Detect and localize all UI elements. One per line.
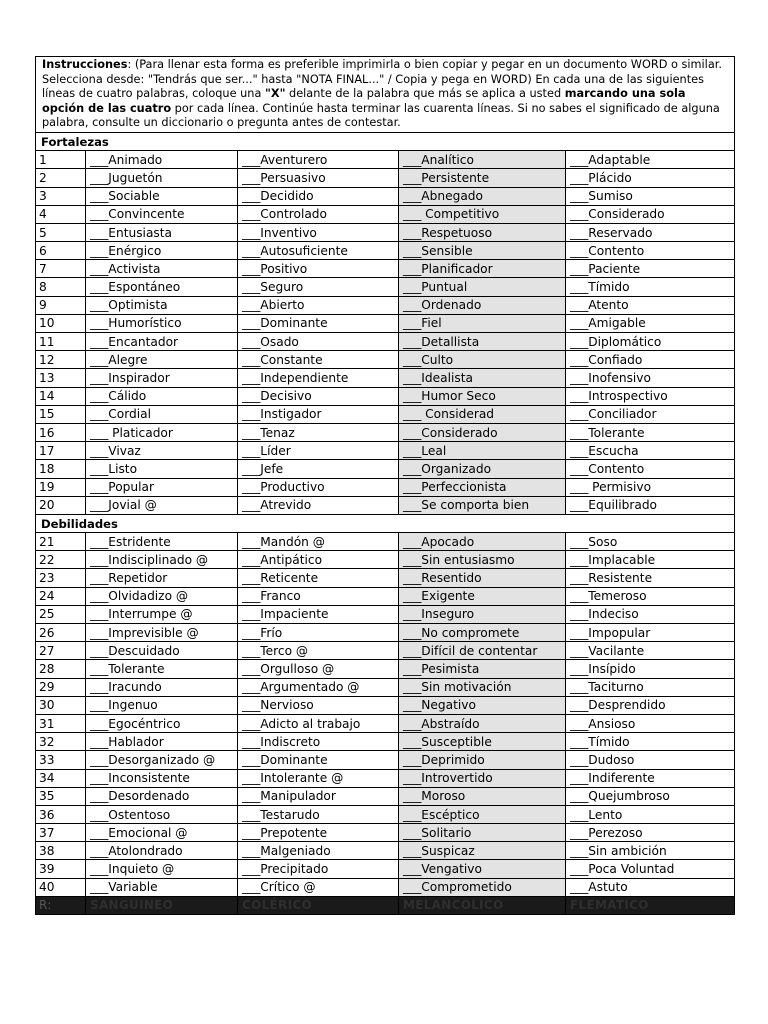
- row-number: 27: [36, 642, 86, 660]
- word-option[interactable]: ___Humor Seco: [399, 387, 566, 405]
- word-option[interactable]: ___Contento: [566, 460, 735, 478]
- word-option[interactable]: ___Dominante: [238, 314, 399, 332]
- word-option[interactable]: ___Exigente: [399, 587, 566, 605]
- word-option[interactable]: ___Estridente: [86, 533, 238, 551]
- table-row: [36, 223, 735, 241]
- table-row: [36, 387, 735, 405]
- row-number: 40: [36, 878, 86, 896]
- word-option[interactable]: ___Dominante: [238, 751, 399, 769]
- word-option[interactable]: ___Tolerante: [566, 423, 735, 441]
- row-number: 30: [36, 696, 86, 714]
- table-row: [36, 242, 735, 260]
- word-option[interactable]: ___Productivo: [238, 478, 399, 496]
- word-option[interactable]: ___Idealista: [399, 369, 566, 387]
- word-option[interactable]: ___Lento: [566, 805, 735, 823]
- word-option[interactable]: ___Paciente: [566, 260, 735, 278]
- table-row: [36, 478, 735, 496]
- table-row: [36, 314, 735, 332]
- word-option[interactable]: ___Líder: [238, 442, 399, 460]
- row-number: 10: [36, 314, 86, 332]
- word-option[interactable]: ___Positivo: [238, 260, 399, 278]
- word-option[interactable]: ___Respetuoso: [399, 223, 566, 241]
- row-number: 2: [36, 169, 86, 187]
- word-option[interactable]: ___Crítico @: [238, 878, 399, 896]
- row-number: 20: [36, 496, 86, 514]
- word-option[interactable]: ___Jovial @: [86, 496, 238, 514]
- word-option[interactable]: ___Indiferente: [566, 769, 735, 787]
- word-option[interactable]: ___Optimista: [86, 296, 238, 314]
- table-row: [36, 333, 735, 351]
- word-option[interactable]: ___Humorístico: [86, 314, 238, 332]
- row-number: 28: [36, 660, 86, 678]
- word-option[interactable]: ___Detallista: [399, 333, 566, 351]
- word-option[interactable]: ___Juguetón: [86, 169, 238, 187]
- word-option[interactable]: ___Abstraído: [399, 714, 566, 732]
- word-option[interactable]: ___Independiente: [238, 369, 399, 387]
- word-option[interactable]: ___Desordenado: [86, 787, 238, 805]
- word-option[interactable]: ___Inofensivo: [566, 369, 735, 387]
- word-option[interactable]: ___Sumiso: [566, 187, 735, 205]
- questionnaire-sheet: [35, 56, 734, 915]
- instructions-mark: "X": [264, 87, 286, 101]
- word-option[interactable]: ___Temeroso: [566, 587, 735, 605]
- table-row: [36, 878, 735, 896]
- table-row: [36, 733, 735, 751]
- table-row: [36, 642, 735, 660]
- word-option[interactable]: ___Instigador: [238, 405, 399, 423]
- row-number: 36: [36, 805, 86, 823]
- word-option[interactable]: ___Popular: [86, 478, 238, 496]
- word-option[interactable]: ___Osado: [238, 333, 399, 351]
- word-option[interactable]: ___Ostentoso: [86, 805, 238, 823]
- word-option[interactable]: ___Conciliador: [566, 405, 735, 423]
- word-option[interactable]: ___Vivaz: [86, 442, 238, 460]
- word-option[interactable]: ___Entusiasta: [86, 223, 238, 241]
- row-number: 29: [36, 678, 86, 696]
- word-option[interactable]: ___Impopular: [566, 624, 735, 642]
- word-option[interactable]: ___Taciturno: [566, 678, 735, 696]
- word-option[interactable]: ___Contento: [566, 242, 735, 260]
- row-number: 15: [36, 405, 86, 423]
- word-option[interactable]: ___Espontáneo: [86, 278, 238, 296]
- temperament-table: [35, 56, 735, 915]
- row-number: 4: [36, 205, 86, 223]
- word-option[interactable]: ___Manipulador: [238, 787, 399, 805]
- word-option[interactable]: ___Quejumbroso: [566, 787, 735, 805]
- instructions-label: Instrucciones: [42, 58, 128, 71]
- table-row: [36, 442, 735, 460]
- section-title: Debilidades: [36, 514, 735, 532]
- word-option[interactable]: ___No compromete: [399, 624, 566, 642]
- word-option[interactable]: ___Reservado: [566, 223, 735, 241]
- word-option[interactable]: ___Inventivo: [238, 223, 399, 241]
- word-option[interactable]: ___Tolerante: [86, 660, 238, 678]
- row-number: 19: [36, 478, 86, 496]
- row-number: 12: [36, 351, 86, 369]
- word-option[interactable]: ___Aventurero: [238, 151, 399, 169]
- word-option[interactable]: ___Inseguro: [399, 605, 566, 623]
- word-option[interactable]: ___Adaptable: [566, 151, 735, 169]
- word-option[interactable]: ___Interrumpe @: [86, 605, 238, 623]
- row-number: 37: [36, 824, 86, 842]
- table-row: [36, 805, 735, 823]
- word-option[interactable]: ___Hablador: [86, 733, 238, 751]
- row-number: 31: [36, 714, 86, 732]
- word-option[interactable]: ___Inquieto @: [86, 860, 238, 878]
- row-number: 34: [36, 769, 86, 787]
- word-option[interactable]: ___Decidido: [238, 187, 399, 205]
- table-row: [36, 660, 735, 678]
- temperament-label: COLÉRICO: [238, 896, 399, 914]
- row-number: 9: [36, 296, 86, 314]
- row-number: 8: [36, 278, 86, 296]
- word-option[interactable]: ___Dudoso: [566, 751, 735, 769]
- table-row: [36, 769, 735, 787]
- table-row: [36, 405, 735, 423]
- result-row: [36, 896, 735, 914]
- word-option[interactable]: ___Plácido: [566, 169, 735, 187]
- word-option[interactable]: ___Repetidor: [86, 569, 238, 587]
- word-option[interactable]: ___Malgeniado: [238, 842, 399, 860]
- table-row: [36, 678, 735, 696]
- word-option[interactable]: ___Apocado: [399, 533, 566, 551]
- word-option[interactable]: ___Desorganizado @: [86, 751, 238, 769]
- word-option[interactable]: ___Ingenuo: [86, 696, 238, 714]
- word-option[interactable]: ___Indisciplinado @: [86, 551, 238, 569]
- word-option[interactable]: ___ Considerad: [399, 405, 566, 423]
- instructions-text-3: por cada línea. Continúe hasta terminar las cuarenta líneas. Si no sabes el significado de alguna palabra, consulte un diccionario o pregunta antes de contestar.: [42, 101, 720, 130]
- word-option[interactable]: ___Franco: [238, 587, 399, 605]
- table-row: [36, 460, 735, 478]
- word-option[interactable]: ___Fiel: [399, 314, 566, 332]
- table-row: [36, 860, 735, 878]
- table-row: [36, 787, 735, 805]
- word-option[interactable]: ___Seguro: [238, 278, 399, 296]
- word-option[interactable]: ___Convincente: [86, 205, 238, 223]
- table-row: [36, 751, 735, 769]
- result-label: R:: [36, 896, 86, 914]
- word-option[interactable]: ___Poca Voluntad: [566, 860, 735, 878]
- word-option[interactable]: ___Escéptico: [399, 805, 566, 823]
- word-option[interactable]: ___Alegre: [86, 351, 238, 369]
- table-row: [36, 569, 735, 587]
- table-row: [36, 842, 735, 860]
- word-option[interactable]: ___Decisivo: [238, 387, 399, 405]
- word-option[interactable]: ___ Permisivo: [566, 478, 735, 496]
- row-number: 38: [36, 842, 86, 860]
- word-option[interactable]: ___Solitario: [399, 824, 566, 842]
- word-option[interactable]: ___Antipático: [238, 551, 399, 569]
- word-option[interactable]: ___Resentido: [399, 569, 566, 587]
- temperament-label: FLEMATICO: [566, 896, 735, 914]
- row-number: 17: [36, 442, 86, 460]
- word-option[interactable]: ___Argumentado @: [238, 678, 399, 696]
- table-row: [36, 551, 735, 569]
- instructions-text-1: : (Para llenar esta forma es preferible imprimirla o bien copiar y pegar en un documento WORD o similar. Selecciona desde: "Tendrás que ser..." hasta "NOTA FINAL..." / Copia y pega en WORD) En cada una de las siguientes líneas de cuatro palabras, coloque una: [42, 58, 722, 101]
- word-option[interactable]: ___Atolondrado: [86, 842, 238, 860]
- word-option[interactable]: ___Abnegado: [399, 187, 566, 205]
- word-option[interactable]: ___Inconsistente: [86, 769, 238, 787]
- table-row: [36, 423, 735, 441]
- word-option[interactable]: ___Encantador: [86, 333, 238, 351]
- table-row: [36, 587, 735, 605]
- row-number: 24: [36, 587, 86, 605]
- word-option[interactable]: ___Inspirador: [86, 369, 238, 387]
- word-option[interactable]: ___Tímido: [566, 278, 735, 296]
- word-option[interactable]: ___Persistente: [399, 169, 566, 187]
- word-option[interactable]: ___Comprometido: [399, 878, 566, 896]
- word-option[interactable]: ___Adicto al trabajo: [238, 714, 399, 732]
- word-option[interactable]: ___Enérgico: [86, 242, 238, 260]
- row-number: 7: [36, 260, 86, 278]
- word-option[interactable]: ___Difícil de contentar: [399, 642, 566, 660]
- word-option[interactable]: ___Orgulloso @: [238, 660, 399, 678]
- word-option[interactable]: ___Sociable: [86, 187, 238, 205]
- word-option[interactable]: ___Prepotente: [238, 824, 399, 842]
- table-row: [36, 151, 735, 169]
- row-number: 33: [36, 751, 86, 769]
- row-number: 25: [36, 605, 86, 623]
- word-option[interactable]: ___Impaciente: [238, 605, 399, 623]
- row-number: 35: [36, 787, 86, 805]
- row-number: 3: [36, 187, 86, 205]
- word-option[interactable]: ___Activista: [86, 260, 238, 278]
- row-number: 39: [36, 860, 86, 878]
- temperament-label: SANGUINEO: [86, 896, 238, 914]
- row-number: 16: [36, 423, 86, 441]
- row-number: 22: [36, 551, 86, 569]
- word-option[interactable]: ___Reticente: [238, 569, 399, 587]
- word-option[interactable]: ___Desprendido: [566, 696, 735, 714]
- word-option[interactable]: ___Considerado: [399, 423, 566, 441]
- word-option[interactable]: ___Precipitado: [238, 860, 399, 878]
- temperament-label: MELANCOLICO: [399, 896, 566, 914]
- row-number: 23: [36, 569, 86, 587]
- table-row: [36, 496, 735, 514]
- word-option[interactable]: ___Terco @: [238, 642, 399, 660]
- row-number: 21: [36, 533, 86, 551]
- instructions-emphasis: marcando una sola opción de las cuatro: [42, 87, 686, 115]
- table-row: [36, 351, 735, 369]
- word-option[interactable]: ___Vacilante: [566, 642, 735, 660]
- word-option[interactable]: ___Leal: [399, 442, 566, 460]
- word-option[interactable]: ___Emocional @: [86, 824, 238, 842]
- word-option[interactable]: ___Tenaz: [238, 423, 399, 441]
- word-option[interactable]: ___Introvertido: [399, 769, 566, 787]
- word-option[interactable]: ___Perfeccionista: [399, 478, 566, 496]
- table-row: [36, 533, 735, 551]
- word-option[interactable]: ___Indeciso: [566, 605, 735, 623]
- word-option[interactable]: ___Ansioso: [566, 714, 735, 732]
- table-row: [36, 714, 735, 732]
- table-row: [36, 296, 735, 314]
- word-option[interactable]: ___Culto: [399, 351, 566, 369]
- word-option[interactable]: ___Pesimista: [399, 660, 566, 678]
- word-option[interactable]: ___Egocéntrico: [86, 714, 238, 732]
- word-option[interactable]: ___Variable: [86, 878, 238, 896]
- word-option[interactable]: ___Sin motivación: [399, 678, 566, 696]
- word-option[interactable]: ___Deprimido: [399, 751, 566, 769]
- table-row: [36, 187, 735, 205]
- word-option[interactable]: ___Equilibrado: [566, 496, 735, 514]
- table-row: [36, 205, 735, 223]
- word-option[interactable]: ___Considerado: [566, 205, 735, 223]
- row-number: 6: [36, 242, 86, 260]
- word-option[interactable]: ___Sin entusiasmo: [399, 551, 566, 569]
- word-option[interactable]: ___Frío: [238, 624, 399, 642]
- word-option[interactable]: ___Perezoso: [566, 824, 735, 842]
- word-option[interactable]: ___Iracundo: [86, 678, 238, 696]
- word-option[interactable]: ___Controlado: [238, 205, 399, 223]
- row-number: 18: [36, 460, 86, 478]
- row-number: 32: [36, 733, 86, 751]
- word-option[interactable]: ___Insípido: [566, 660, 735, 678]
- section-header-row: [36, 514, 735, 532]
- word-option[interactable]: ___Confiado: [566, 351, 735, 369]
- row-number: 5: [36, 223, 86, 241]
- instructions-text-2: delante de la palabra que más se aplica a usted: [285, 87, 565, 101]
- word-option[interactable]: ___Moroso: [399, 787, 566, 805]
- word-option[interactable]: ___Planificador: [399, 260, 566, 278]
- table-row: [36, 369, 735, 387]
- word-option[interactable]: ___Olvidadizo @: [86, 587, 238, 605]
- word-option[interactable]: ___Amigable: [566, 314, 735, 332]
- word-option[interactable]: ___Autosuficiente: [238, 242, 399, 260]
- word-option[interactable]: ___Introspectivo: [566, 387, 735, 405]
- instructions-row: [36, 57, 735, 133]
- instructions-cell: [36, 57, 735, 133]
- word-option[interactable]: ___Atrevido: [238, 496, 399, 514]
- row-number: 14: [36, 387, 86, 405]
- table-row: [36, 624, 735, 642]
- word-option[interactable]: ___Resistente: [566, 569, 735, 587]
- row-number: 11: [36, 333, 86, 351]
- table-row: [36, 696, 735, 714]
- word-option[interactable]: ___Puntual: [399, 278, 566, 296]
- word-option[interactable]: ___Cordial: [86, 405, 238, 423]
- word-option[interactable]: ___Listo: [86, 460, 238, 478]
- word-option[interactable]: ___Cálido: [86, 387, 238, 405]
- word-option[interactable]: ___Implacable: [566, 551, 735, 569]
- word-option[interactable]: ___Testarudo: [238, 805, 399, 823]
- word-option[interactable]: ___Constante: [238, 351, 399, 369]
- word-option[interactable]: ___Sensible: [399, 242, 566, 260]
- table-row: [36, 260, 735, 278]
- section-title: Fortalezas: [36, 132, 735, 150]
- word-option[interactable]: ___Escucha: [566, 442, 735, 460]
- word-option[interactable]: ___Soso: [566, 533, 735, 551]
- table-row: [36, 169, 735, 187]
- word-option[interactable]: ___Jefe: [238, 460, 399, 478]
- row-number: 1: [36, 151, 86, 169]
- word-option[interactable]: ___Atento: [566, 296, 735, 314]
- word-option[interactable]: ___Intolerante @: [238, 769, 399, 787]
- word-option[interactable]: ___Se comporta bien: [399, 496, 566, 514]
- word-option[interactable]: ___Organizado: [399, 460, 566, 478]
- row-number: 13: [36, 369, 86, 387]
- word-option[interactable]: ___Ordenado: [399, 296, 566, 314]
- word-option[interactable]: ___Sin ambición: [566, 842, 735, 860]
- word-option[interactable]: ___ Platicador: [86, 423, 238, 441]
- word-option[interactable]: ___Imprevisible @: [86, 624, 238, 642]
- word-option[interactable]: ___ Competitivo: [399, 205, 566, 223]
- word-option[interactable]: ___Abierto: [238, 296, 399, 314]
- word-option[interactable]: ___Susceptible: [399, 733, 566, 751]
- word-option[interactable]: ___Diplomático: [566, 333, 735, 351]
- table-row: [36, 824, 735, 842]
- word-option[interactable]: ___Tímido: [566, 733, 735, 751]
- row-number: 26: [36, 624, 86, 642]
- word-option[interactable]: ___Indiscreto: [238, 733, 399, 751]
- table-row: [36, 605, 735, 623]
- word-option[interactable]: ___Nervioso: [238, 696, 399, 714]
- table-row: [36, 278, 735, 296]
- word-option[interactable]: ___Negativo: [399, 696, 566, 714]
- word-option[interactable]: ___Animado: [86, 151, 238, 169]
- word-option[interactable]: ___Analítico: [399, 151, 566, 169]
- section-header-row: [36, 132, 735, 150]
- word-option[interactable]: ___Descuidado: [86, 642, 238, 660]
- word-option[interactable]: ___Suspicaz: [399, 842, 566, 860]
- word-option[interactable]: ___Mandón @: [238, 533, 399, 551]
- word-option[interactable]: ___Astuto: [566, 878, 735, 896]
- word-option[interactable]: ___Persuasivo: [238, 169, 399, 187]
- word-option[interactable]: ___Vengativo: [399, 860, 566, 878]
